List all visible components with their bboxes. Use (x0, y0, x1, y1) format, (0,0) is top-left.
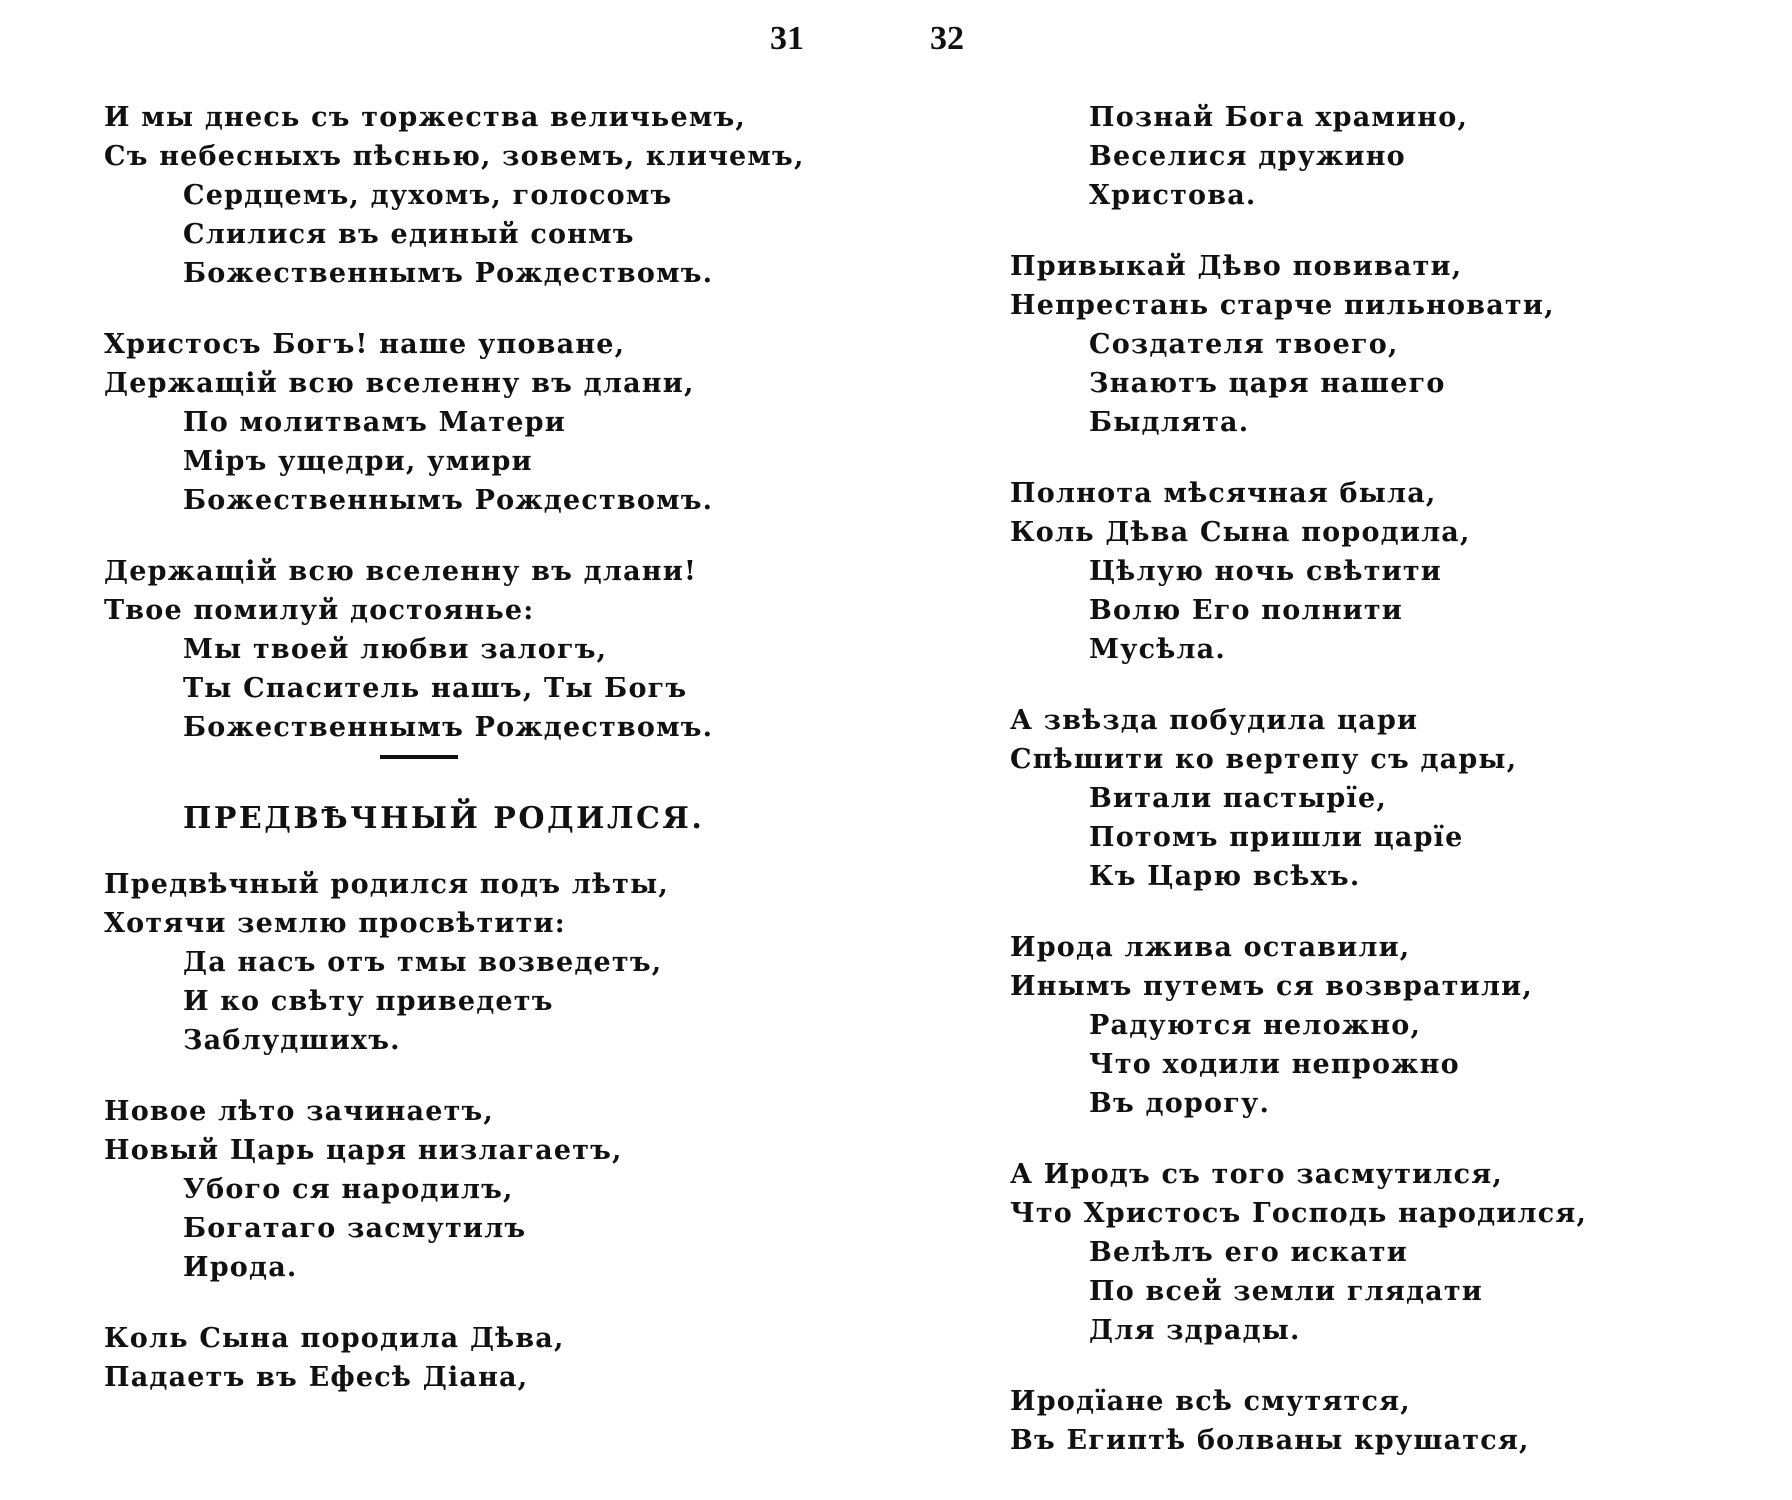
stanza (104, 865, 864, 1060)
left-column (104, 98, 864, 1397)
left-stanzas-before (104, 98, 864, 747)
verse-line: По всей земли глядати (1089, 1276, 1484, 1307)
verse-line: Ты Спаситель нашъ, Ты Богъ (183, 673, 688, 704)
verse-line: Ирода. (183, 1252, 298, 1283)
verse-line: Міръ ущедри, умири (183, 446, 533, 477)
right-stanzas (1010, 247, 1770, 1460)
verse-line: Падаетъ въ Ефесѣ Діана, (104, 1362, 529, 1393)
stanza (1010, 247, 1770, 442)
stanza (104, 1319, 864, 1397)
verse-line: Спѣшити ко вертепу съ дары, (1010, 744, 1518, 775)
verse-line: Познай Бога храмино, (1089, 102, 1469, 133)
verse-line: Да насъ отъ тмы возведетъ, (183, 947, 663, 978)
verse-line: Христосъ Богъ! наше уповане, (104, 329, 626, 360)
verse-line: Что Христосъ Господь народился, (1010, 1198, 1588, 1229)
verse-line: Инымъ путемъ ся возвратили, (1010, 971, 1533, 1002)
verse-line: Непрестань старче пильновати, (1010, 290, 1555, 321)
verse-line: Христова. (1089, 180, 1257, 211)
page-number-right: 32 (930, 20, 964, 57)
page-number-left: 31 (770, 20, 804, 57)
verse-line: Мусѣла. (1089, 634, 1226, 665)
stanza (1010, 98, 1770, 215)
verse-line: Витали пастырїе, (1089, 783, 1387, 814)
verse-line: Заблудшихъ. (183, 1025, 401, 1056)
right-column (1010, 98, 1770, 1460)
stanza (1010, 701, 1770, 896)
stanza (104, 98, 864, 293)
verse-line: Къ Царю всѣхъ. (1089, 861, 1361, 892)
verse-line: Привыкай Дѣво повивати, (1010, 251, 1463, 282)
verse-line: Богатаго засмутилъ (183, 1213, 527, 1244)
verse-line: Мы твоей любви залогъ, (183, 634, 608, 665)
stanza (1010, 474, 1770, 669)
verse-line: Предвѣчный родился подъ лѣты, (104, 869, 669, 900)
stanza (104, 325, 864, 520)
verse-line: Твое помилуй достоянье: (104, 595, 535, 626)
verse-line: Хотячи землю просвѣтити: (104, 908, 566, 939)
verse-line: Въ дорогу. (1089, 1088, 1271, 1119)
verse-line: Съ небесныхъ пѣснью, зовемъ, кличемъ, (104, 141, 805, 172)
verse-line: Слилися въ единый сонмъ (183, 219, 635, 250)
verse-line: Для здрады. (1089, 1315, 1301, 1346)
verse-line: И мы днесь съ торжества величьемъ, (104, 102, 746, 133)
verse-line: По молитвамъ Матери (183, 407, 566, 438)
verse-line: Потомъ пришли царїе (1089, 822, 1464, 853)
verse-line: Сердцемъ, духомъ, голосомъ (183, 180, 673, 211)
verse-line: А звѣзда побудила цари (1010, 705, 1419, 736)
stanza (104, 1092, 864, 1287)
verse-line: Коль Сына породила Дѣва, (104, 1323, 565, 1354)
verse-line: Создателя твоего, (1089, 329, 1399, 360)
stanza (104, 552, 864, 747)
verse-line: Иродїане всѣ смутятся, (1010, 1386, 1411, 1417)
stanza (1010, 928, 1770, 1123)
stanza (1010, 1155, 1770, 1350)
verse-line: Новый Царь царя низлагаетъ, (104, 1135, 623, 1166)
verse-line: Что ходили непрожно (1089, 1049, 1460, 1080)
stanza (1010, 1382, 1770, 1460)
verse-line: Божественнымъ Рождествомъ. (183, 485, 714, 516)
verse-line: Веселися дружино (1089, 141, 1406, 172)
verse-line: Полнота мѣсячная была, (1010, 478, 1437, 509)
section-title: ПРЕДВѢЧНЫЙ РОДИЛСЯ. (183, 801, 705, 836)
verse-line: И ко свѣту приведетъ (183, 986, 554, 1017)
verse-line: Цѣлую ночь свѣтити (1089, 556, 1443, 587)
verse-line: Божественнымъ Рождествомъ. (183, 712, 714, 743)
verse-line: Волю Его полнити (1089, 595, 1404, 626)
section-divider (380, 755, 458, 759)
left-stanzas-after (104, 865, 864, 1397)
verse-line: Знаютъ царя нашего (1089, 368, 1446, 399)
verse-line: Коль Дѣва Сына породила, (1010, 517, 1471, 548)
verse-line: Новое лѣто зачинаетъ, (104, 1096, 495, 1127)
verse-line: Держащій всю вселенну въ длани! (104, 556, 698, 587)
verse-line: Держащій всю вселенну въ длани, (104, 368, 695, 399)
verse-line: Въ Египтѣ болваны крушатся, (1010, 1425, 1530, 1456)
verse-line: Ирода лжива оставили, (1010, 932, 1411, 963)
verse-line: А Иродъ съ того засмутился, (1010, 1159, 1504, 1190)
verse-line: Радуются неложно, (1089, 1010, 1422, 1041)
verse-line: Велѣлъ его искати (1089, 1237, 1408, 1268)
verse-line: Божественнымъ Рождествомъ. (183, 258, 714, 289)
verse-line: Быдлята. (1089, 407, 1250, 438)
verse-line: Убого ся народилъ, (183, 1174, 514, 1205)
